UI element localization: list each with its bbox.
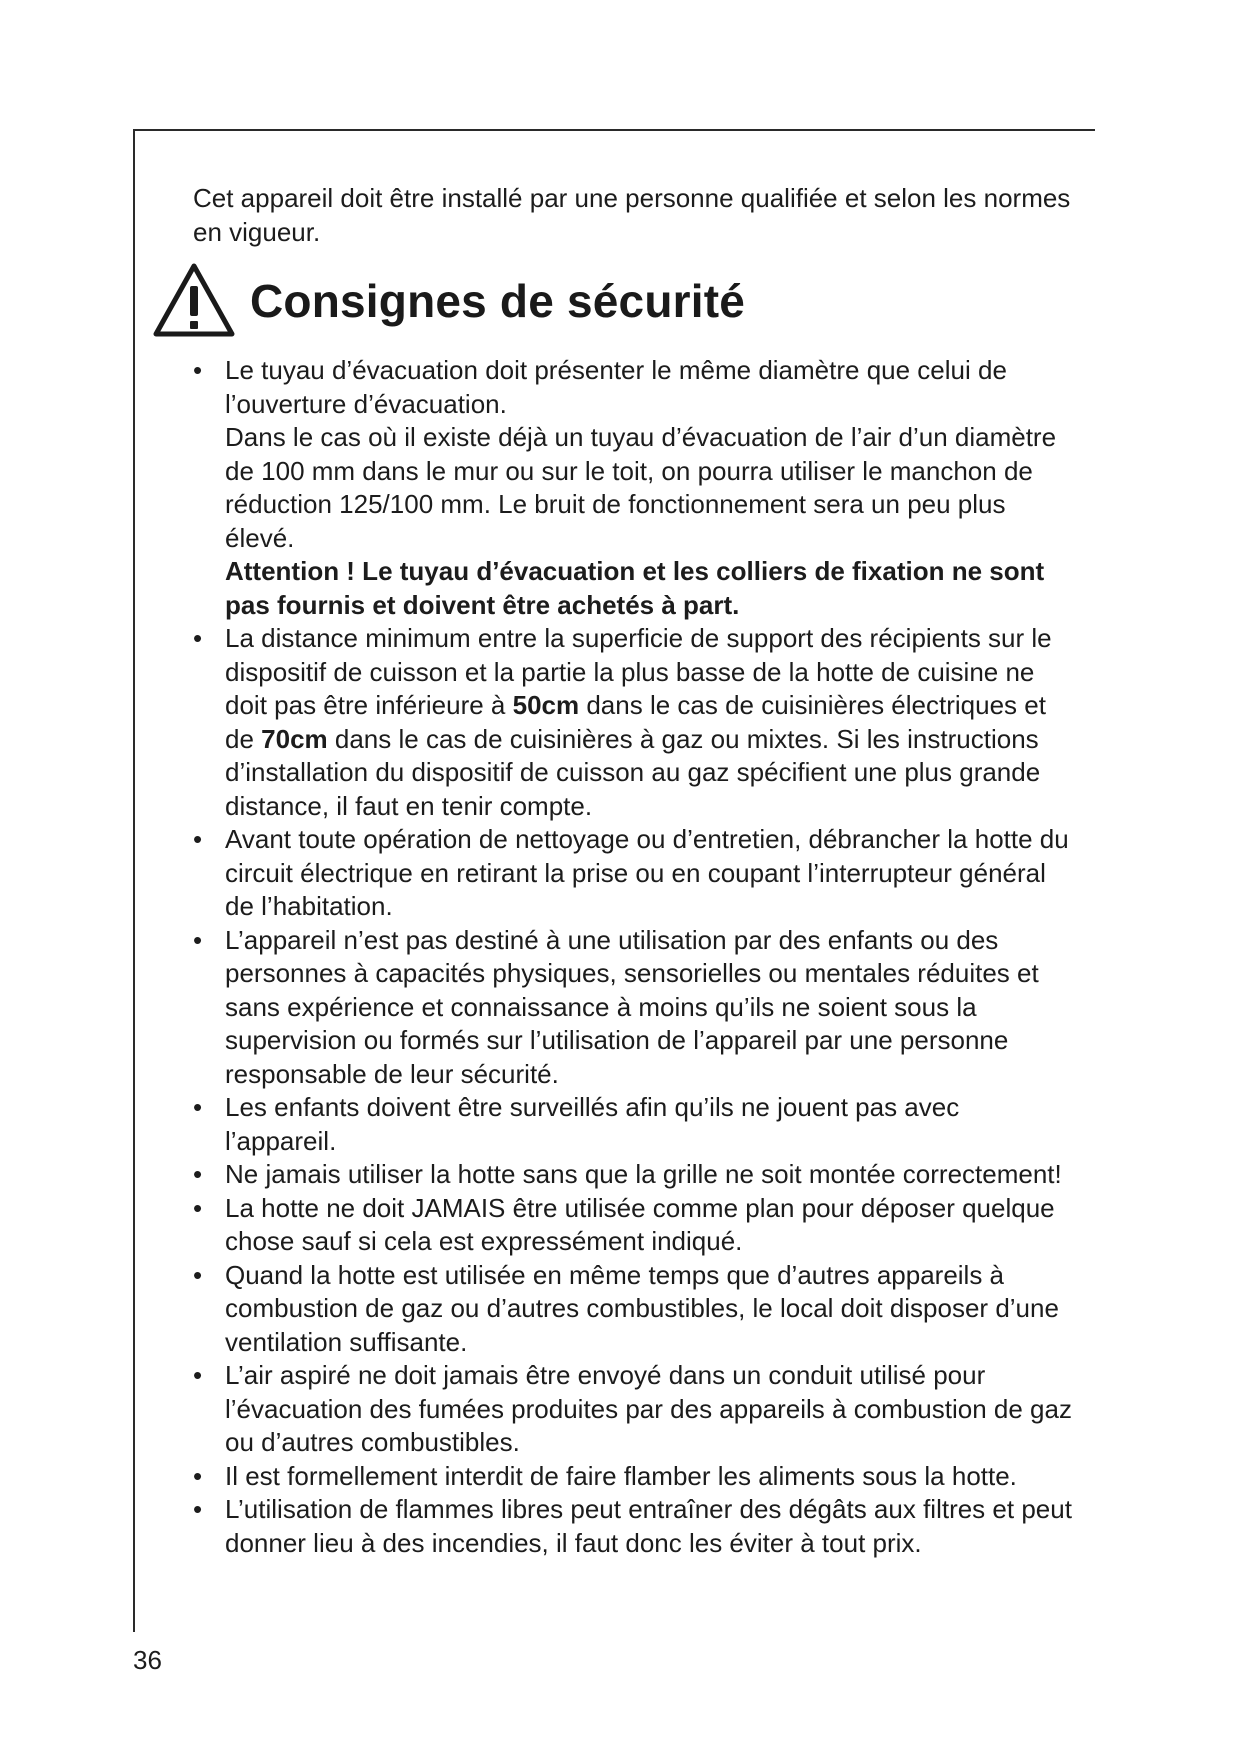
list-item-text: L’air aspiré ne doit jamais être envoyé dans un conduit utilisé pour l’évacuation des fumées produites par des appareils à combustion de gaz ou d’autres combustibles.: [225, 1360, 1072, 1457]
list-item: [193, 1158, 1073, 1192]
list-item-text: Avant toute opération de nettoyage ou d’entretien, débrancher la hotte du circuit électrique en retirant la prise ou en coupant l’interrupteur général de l’habitation.: [225, 824, 1069, 921]
list-item-text-part: dans le cas de cuisinières électriques et de: [225, 690, 1046, 754]
list-item-text: L’utilisation de flammes libres peut entraîner des dégâts aux filtres et peut donner lieu à des incendies, il faut donc les éviter à tout prix.: [225, 1494, 1072, 1558]
intro-paragraph: Cet appareil doit être installé par une personne qualifiée et selon les normes en vigueur.: [193, 183, 1071, 247]
list-item-text: L’appareil n’est pas destiné à une utilisation par des enfants ou des personnes à capacités physiques, sensorielles ou mentales réduites et sans expérience et connaissance à moins qu’ils ne soient sous la supervision ou formés sur l’utilisation de l’appareil par une personne responsable de leur sécurité.: [225, 924, 1039, 1089]
page-frame-left-rule: [133, 129, 135, 1632]
safety-instructions-list: [193, 354, 1073, 1560]
list-item: [193, 1192, 1073, 1259]
list-item: [193, 823, 1073, 924]
list-item-text: • Le tuyau d’évacuation doit présenter le même diamètre que celui de l’ouverture d’évacuation.: [225, 355, 1007, 419]
list-item-text: Quand la hotte est utilisée en même temps que d’autres appareils à combustion de gaz ou d’autres combustibles, le local doit disposer d’une ventilation suffisante.: [225, 1259, 1059, 1357]
list-item-bold-value: 70cm: [261, 723, 328, 754]
list-item-text: Les enfants doivent être surveillés afin qu’ils ne jouent pas avec l’appareil.: [225, 1092, 960, 1156]
list-item-text: La hotte ne doit JAMAIS être utilisée comme plan pour déposer quelque chose sauf si cela est expressément indiqué.: [225, 1192, 1055, 1256]
list-item-text: Il est formellement interdit de faire flamber les aliments sous la hotte.: [225, 1460, 1017, 1491]
list-item-warning: Attention ! Le tuyau d’évacuation et les colliers de fixation ne sont pas fournis et doivent être achetés à part.: [225, 556, 1045, 620]
section-heading: [152, 259, 745, 343]
list-item-text-part: dans le cas de cuisinières à gaz ou mixtes. Si les instructions d’installation du dispositif de cuisson au gaz spécifient une plus grande distance, il faut en tenir compte.: [225, 723, 1041, 821]
list-item: [193, 1091, 1073, 1158]
list-item: [193, 1493, 1073, 1560]
list-item-extra: Dans le cas où il existe déjà un tuyau d’évacuation de l’air d’un diamètre de 100 mm dans le mur ou sur le toit, on pourra utiliser le manchon de réduction 125/100 mm. Le bruit de fonctionnement sera un peu plus élevé.: [225, 422, 1057, 553]
list-item: [193, 1359, 1073, 1460]
page-number: 36: [133, 1645, 162, 1675]
page-frame-top-rule: [133, 129, 1095, 131]
warning-triangle-icon: [152, 262, 236, 340]
list-item: [193, 1460, 1073, 1494]
list-item: [193, 1259, 1073, 1360]
list-item-text: Ne jamais utiliser la hotte sans que la grille ne soit montée correctement!: [225, 1159, 1062, 1189]
list-item-bold-value: 50cm: [512, 690, 580, 720]
page-title: Consignes de sécurité: [250, 275, 746, 327]
list-item-text-part: La distance minimum entre la superficie de support des récipients sur le dispositif de cuisson et la partie la plus basse de la hotte de cuisine ne doit pas être inférieure à: [225, 623, 1052, 720]
list-item: [193, 354, 1073, 622]
list-item: [193, 924, 1073, 1092]
list-item: [193, 622, 1073, 823]
